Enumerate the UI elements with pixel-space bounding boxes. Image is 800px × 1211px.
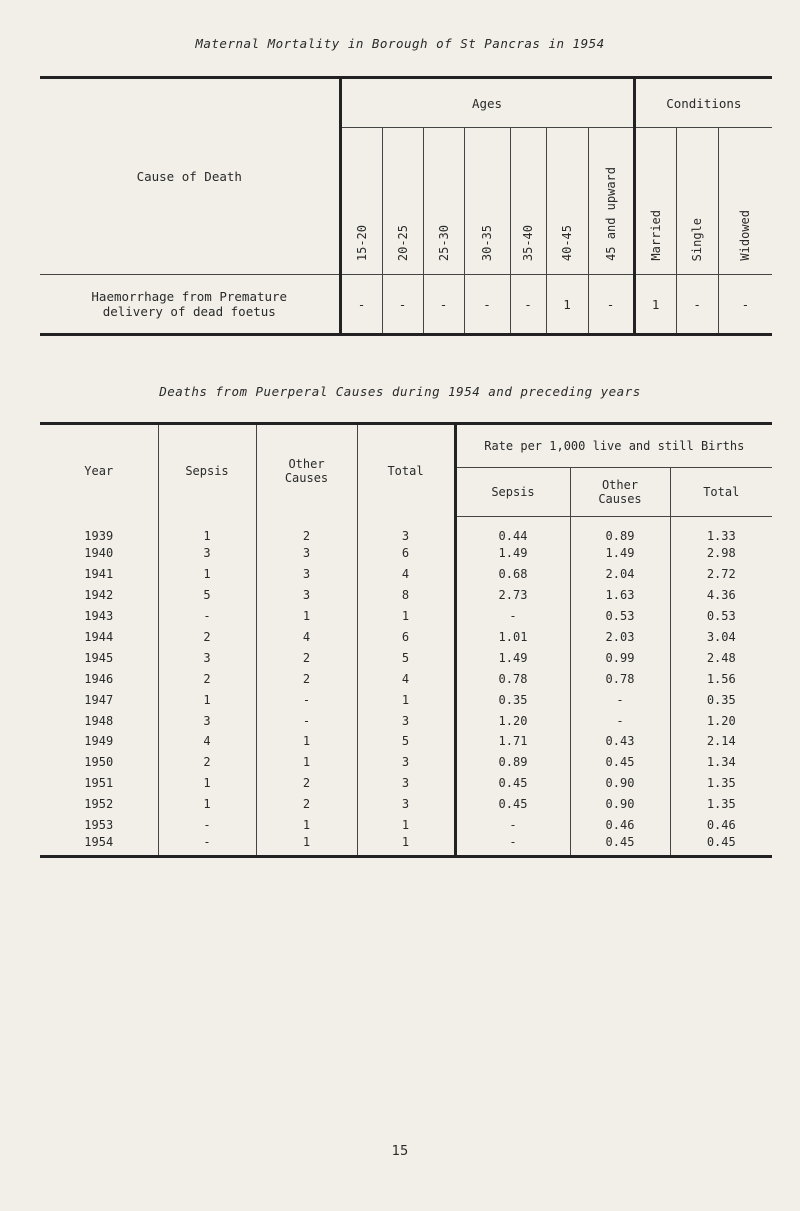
table-cell: 2.98 — [670, 543, 772, 564]
year-cell: 1950 — [84, 755, 114, 770]
rate-total-header: Total — [670, 468, 772, 517]
condition-col-header: Married — [634, 128, 676, 275]
table-row — [40, 606, 772, 627]
year-cell: 1953 — [84, 818, 114, 833]
table-cell: 3 — [357, 517, 455, 544]
age-col-header: 35-40 — [510, 128, 546, 275]
table-row — [40, 689, 772, 710]
total-header: Total — [357, 424, 455, 517]
table-cell: 8 — [357, 585, 455, 606]
table-cell: 3 — [357, 710, 455, 731]
year-cell: 1952 — [84, 797, 114, 812]
table-cell: 0.90 — [570, 794, 670, 815]
table-cell: 3 — [256, 585, 357, 606]
table-cell: 3 — [158, 647, 256, 668]
sepsis-header: Sepsis — [158, 424, 256, 517]
table-cell: 0.78 — [455, 668, 570, 689]
table-cell: 2.48 — [670, 647, 772, 668]
table-cell: - — [718, 275, 772, 335]
year-cell: 1944 — [84, 630, 114, 644]
table-cell: 0.35 — [455, 689, 570, 710]
table-row — [40, 752, 772, 773]
table-cell: - — [382, 275, 423, 335]
table-row — [40, 668, 772, 689]
table-cell: 1.49 — [455, 647, 570, 668]
table-cell: - — [455, 815, 570, 836]
table-cell: 0.78 — [570, 668, 670, 689]
puerperal-deaths-table — [40, 422, 772, 858]
table-cell: - — [455, 606, 570, 627]
table-cell: 1 — [357, 606, 455, 627]
table-cell: - — [510, 275, 546, 335]
table-cell: 2 — [256, 647, 357, 668]
table-cell: 2 — [158, 627, 256, 648]
year-cell: 1942 — [84, 588, 114, 603]
rate-group-header: Rate per 1,000 live and still Births — [455, 424, 772, 468]
table-cell: 0.90 — [570, 773, 670, 794]
page-number: 15 — [391, 1144, 409, 1159]
age-col-header: 25-30 — [423, 128, 464, 275]
year-cell: 1941 — [84, 567, 114, 582]
table-cell: 1 — [357, 689, 455, 710]
table-cell: 1 — [256, 606, 357, 627]
age-col-header: 45 and upward — [588, 128, 634, 275]
other-causes-header: Other Causes — [256, 424, 357, 517]
table-cell: - — [570, 710, 670, 731]
table-cell: 1.35 — [670, 794, 772, 815]
year-header: Year — [84, 463, 114, 478]
table-cell: 0.46 — [670, 815, 772, 836]
table-cell: 3 — [256, 564, 357, 585]
condition-col-header: Single — [676, 128, 718, 275]
table-cell: 0.45 — [455, 773, 570, 794]
table-cell: 1 — [158, 689, 256, 710]
table-cell: - — [158, 815, 256, 836]
condition-col-header: Widowed — [718, 128, 772, 275]
table-cell: 4 — [256, 627, 357, 648]
table-cell: 4 — [357, 668, 455, 689]
table-cell: - — [676, 275, 718, 335]
table-cell: 1 — [546, 275, 588, 335]
table-cell: 1 — [357, 835, 455, 857]
table-cell: 2.73 — [455, 585, 570, 606]
table2-title: Deaths from Puerperal Causes during 1954 and preceding years — [159, 384, 641, 399]
table-cell: 2.03 — [570, 627, 670, 648]
table-row — [40, 835, 772, 857]
table-cell: 5 — [158, 585, 256, 606]
table-cell: 0.44 — [455, 517, 570, 544]
year-cell: 1954 — [84, 835, 114, 850]
table-cell: 5 — [357, 647, 455, 668]
table-cell: 1 — [256, 731, 357, 752]
table-cell: - — [340, 275, 382, 335]
year-cell: 1947 — [84, 692, 114, 707]
table-cell: 1 — [256, 815, 357, 836]
table-cell: 6 — [357, 627, 455, 648]
table-cell: 4.36 — [670, 585, 772, 606]
table-row — [40, 794, 772, 815]
table-cell: 1.35 — [670, 773, 772, 794]
age-col-header: 15-20 — [340, 128, 382, 275]
table-row — [40, 815, 772, 836]
table1-title: Maternal Mortality in Borough of St Pancras in 1954 — [195, 36, 605, 51]
table-cell: - — [464, 275, 510, 335]
table-row — [40, 731, 772, 752]
year-cell: 1939 — [84, 528, 114, 543]
table-cell: 6 — [357, 543, 455, 564]
table-cell: 4 — [357, 564, 455, 585]
year-cell: 1940 — [84, 546, 114, 561]
table-cell: 0.35 — [670, 689, 772, 710]
year-cell: 1949 — [84, 734, 114, 749]
table-cell: 2 — [256, 794, 357, 815]
table-cell: 1 — [256, 835, 357, 857]
table-cell: - — [256, 710, 357, 731]
table-cell: 1 — [158, 773, 256, 794]
table-cell: 1 — [357, 815, 455, 836]
table-cell: 0.99 — [570, 647, 670, 668]
table-cell: 2 — [256, 773, 357, 794]
age-col-header: 30-35 — [464, 128, 510, 275]
table-row — [40, 773, 772, 794]
table-cell: 1.56 — [670, 668, 772, 689]
year-cell: 1951 — [84, 776, 114, 791]
table-row — [40, 585, 772, 606]
table-row — [40, 275, 772, 335]
rate-other-header: Other Causes — [570, 468, 670, 517]
table-cell: - — [256, 689, 357, 710]
table-cell: 1.33 — [670, 517, 772, 544]
conditions-header: Conditions — [634, 78, 772, 128]
table-cell: 2.04 — [570, 564, 670, 585]
table-cell: 0.45 — [670, 835, 772, 857]
table-row — [40, 517, 772, 544]
table-cell: 5 — [357, 731, 455, 752]
year-cell: 1945 — [84, 650, 114, 665]
table-cell: 0.89 — [570, 517, 670, 544]
table-cell: 2 — [256, 517, 357, 544]
table-cell: - — [158, 835, 256, 857]
table-cell: - — [455, 835, 570, 857]
table-cell: 2 — [256, 668, 357, 689]
table-cell: 1 — [158, 564, 256, 585]
table-cell: 0.46 — [570, 815, 670, 836]
table-cell: 1.71 — [455, 731, 570, 752]
table-cell: 3 — [256, 543, 357, 564]
table-cell: 0.45 — [570, 752, 670, 773]
table-cell: 2.72 — [670, 564, 772, 585]
table-cell: 1.49 — [570, 543, 670, 564]
table-cell: - — [570, 689, 670, 710]
table-cell: 1.20 — [455, 710, 570, 731]
table-cell: 3 — [357, 773, 455, 794]
table-cell: 0.53 — [570, 606, 670, 627]
table-cell: 3 — [357, 794, 455, 815]
cause-cell: Haemorrhage from Premature delivery of dead foetus — [40, 275, 340, 335]
table-cell: 1 — [256, 752, 357, 773]
table-cell: 3 — [158, 543, 256, 564]
table-cell: 1 — [634, 275, 676, 335]
table-cell: 1.49 — [455, 543, 570, 564]
table-cell: 0.53 — [670, 606, 772, 627]
table-cell: 2 — [158, 668, 256, 689]
table-cell: 0.45 — [455, 794, 570, 815]
table-cell: 3.04 — [670, 627, 772, 648]
cause-header: Cause of Death — [136, 169, 242, 184]
year-cell: 1948 — [84, 713, 114, 728]
table-cell: 1.63 — [570, 585, 670, 606]
age-col-header: 20-25 — [382, 128, 423, 275]
year-cell: 1946 — [84, 671, 114, 686]
maternal-mortality-table — [40, 76, 772, 336]
table-cell: 3 — [158, 710, 256, 731]
table-cell: 3 — [357, 752, 455, 773]
table-cell: 1.01 — [455, 627, 570, 648]
table-cell: 1.20 — [670, 710, 772, 731]
table-cell: 1.34 — [670, 752, 772, 773]
age-col-header: 40-45 — [546, 128, 588, 275]
ages-header: Ages — [340, 78, 634, 128]
table-cell: 2 — [158, 752, 256, 773]
year-cell: 1943 — [84, 609, 114, 624]
table-row — [40, 564, 772, 585]
puerperal-deaths-body — [40, 517, 772, 857]
table-row — [40, 627, 772, 648]
table-row — [40, 710, 772, 731]
table-cell: - — [588, 275, 634, 335]
table-row — [40, 543, 772, 564]
table-cell: 2.14 — [670, 731, 772, 752]
table-cell: - — [423, 275, 464, 335]
rate-sepsis-header: Sepsis — [455, 468, 570, 517]
table-cell: 0.68 — [455, 564, 570, 585]
table-cell: 1 — [158, 517, 256, 544]
table-cell: 0.43 — [570, 731, 670, 752]
table-cell: 1 — [158, 794, 256, 815]
table-cell: 4 — [158, 731, 256, 752]
table-cell: 0.89 — [455, 752, 570, 773]
table-cell: 0.45 — [570, 835, 670, 857]
table-cell: - — [158, 606, 256, 627]
table-row — [40, 647, 772, 668]
